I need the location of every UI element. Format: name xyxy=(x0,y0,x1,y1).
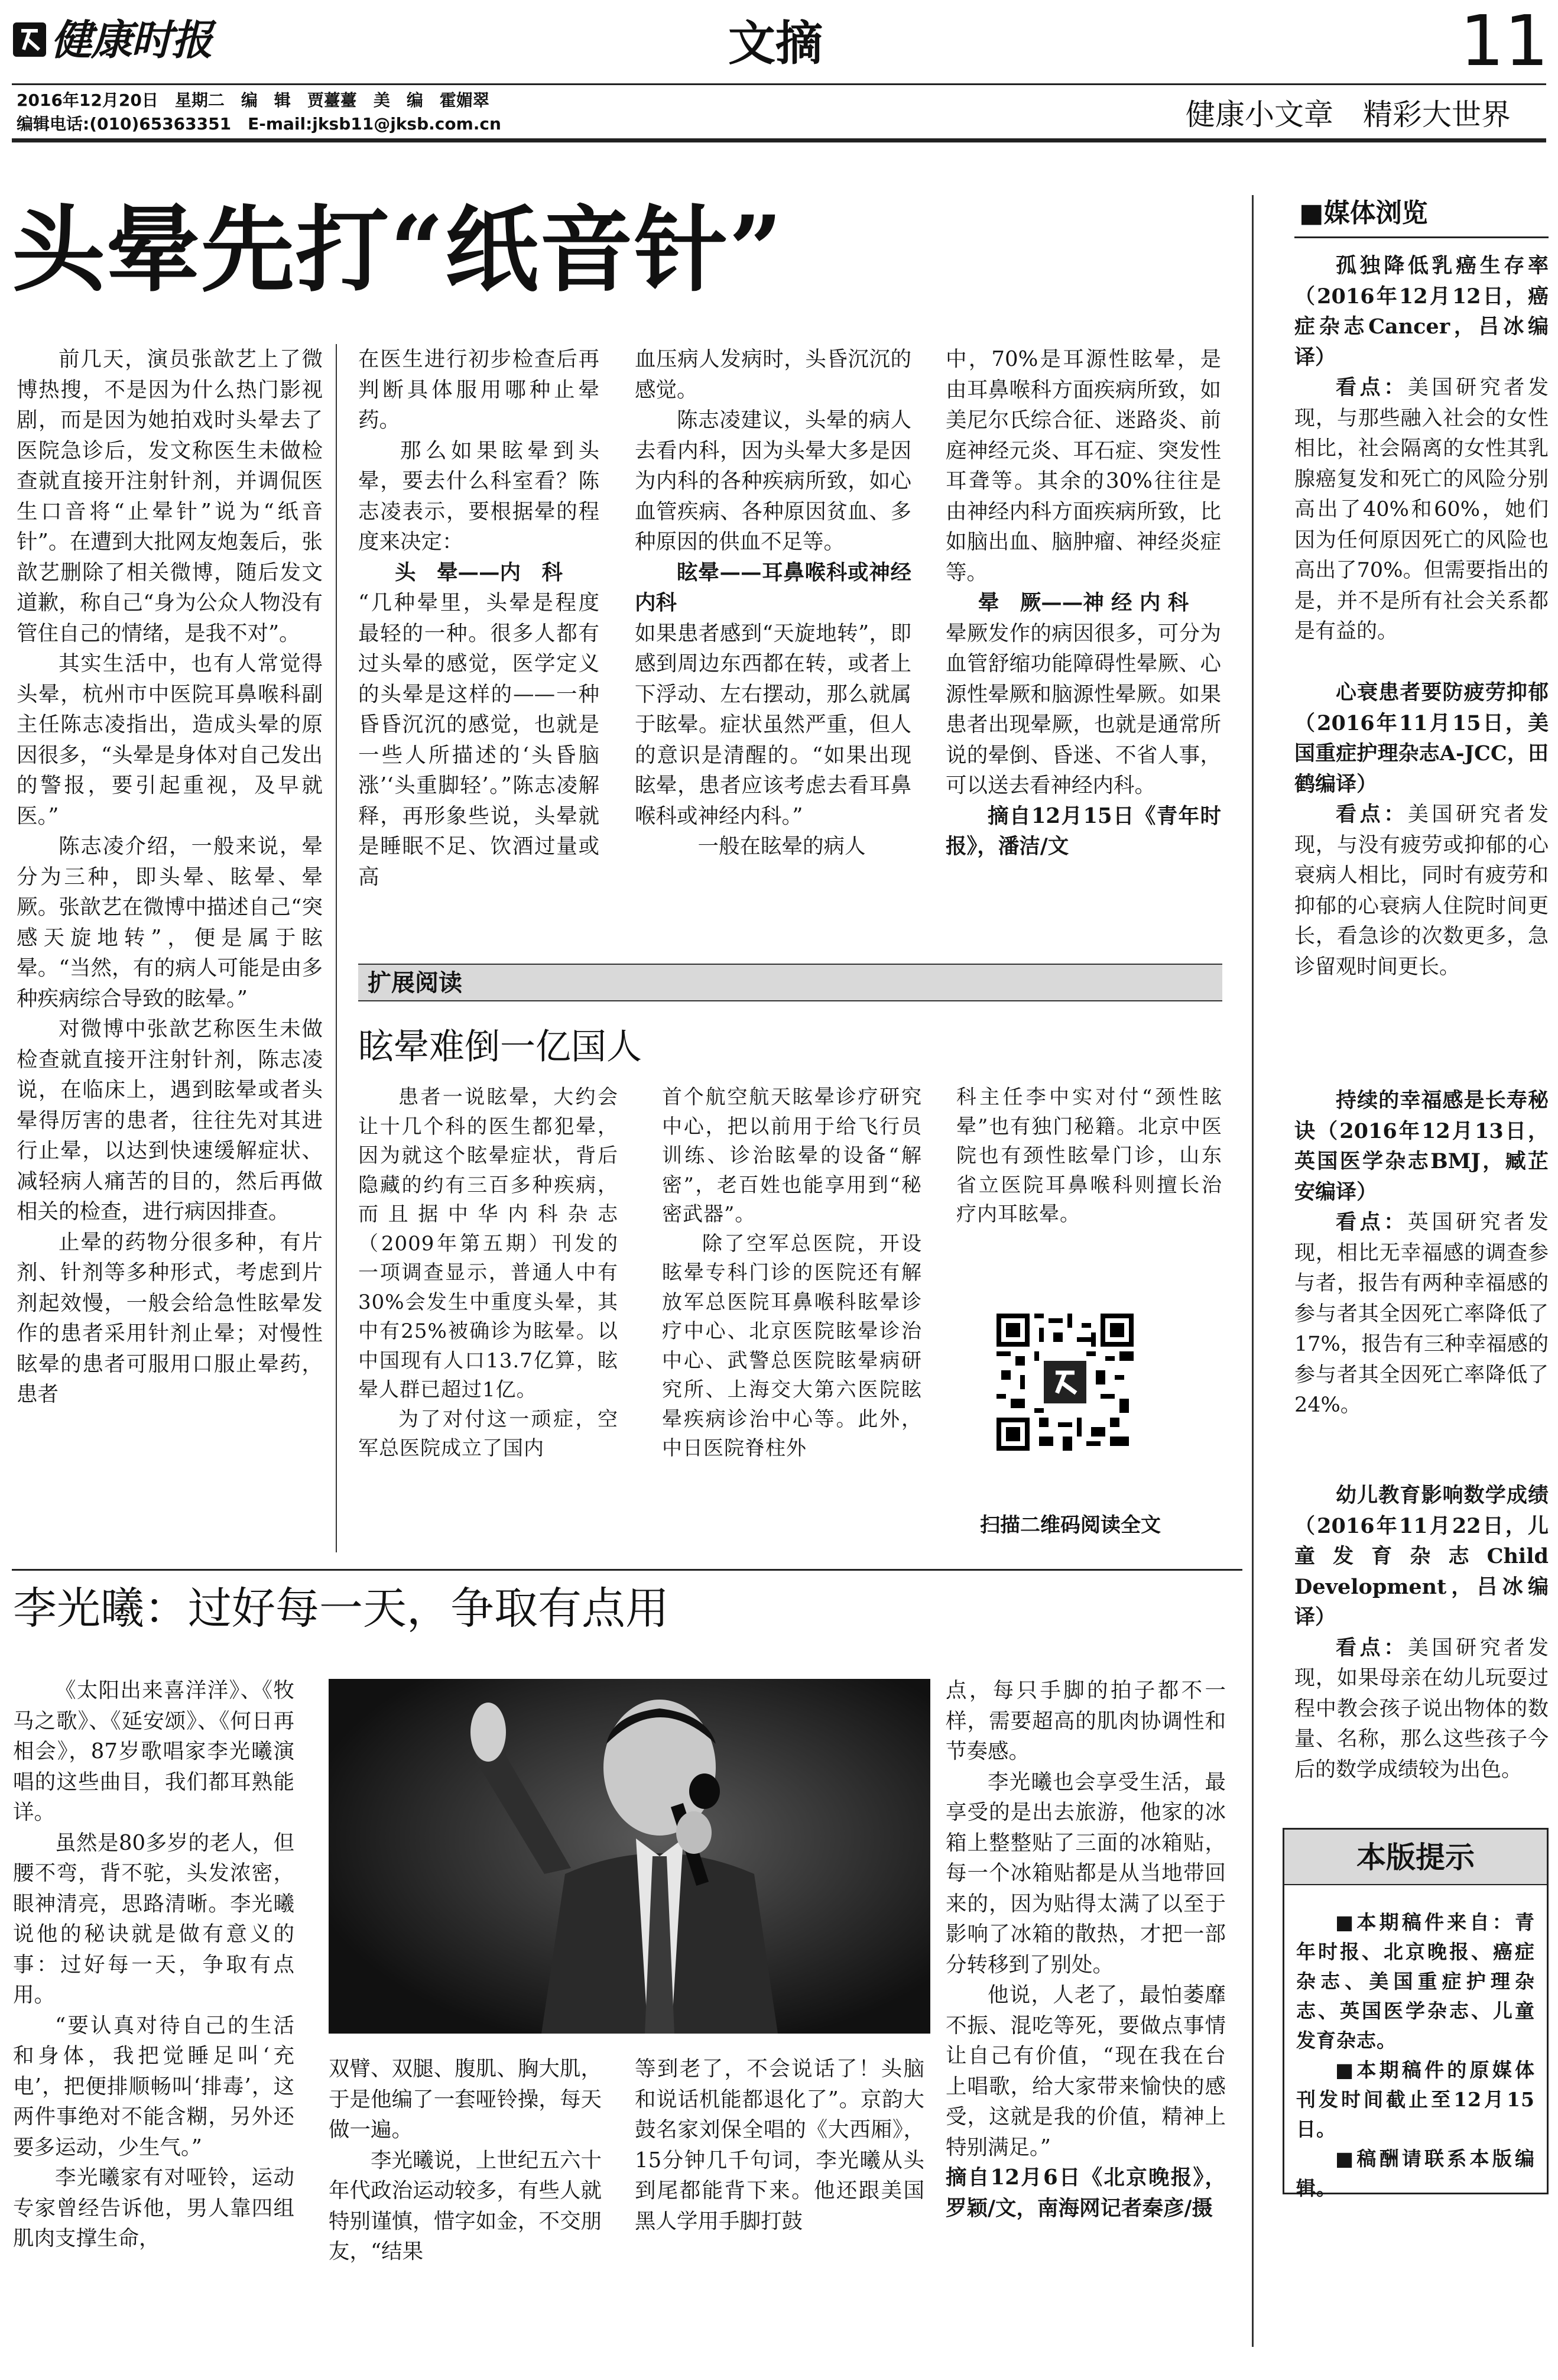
extended-reading-bar xyxy=(358,964,1222,1001)
source-credit: 摘自12月6日《北京晚报》，罗颖/文，南海网记者秦彦/摄 xyxy=(946,2165,1226,2220)
masthead-rule-thick xyxy=(12,138,1546,142)
logo-icon xyxy=(13,22,46,57)
highlight-label: 看点： xyxy=(1336,375,1408,400)
paragraph: 在医生进行初步检查后再判断具体服用哪种止晕药。 xyxy=(358,347,599,432)
paragraph: 点，每只手脚的拍子都不一样，需要超高的肌肉协调性和节奏感。 xyxy=(946,1678,1226,1763)
paragraph: 中，70%是耳源性眩晕，是由耳鼻喉科方面疾病所致，如美尼尔氏综合征、迷路炎、前庭神经元炎、耳石症、突发性耳聋等。其余的30%往往是由神经内科方面疾病所致，比如脑出血、脑肿瘤、神经炎症等。 xyxy=(946,347,1221,585)
sidebar-item-text: 美国研究者发现，与没有疲劳或抑郁的心衰病人相比，同时有疲劳和抑郁的心衰病人住院时间更长，看急诊的次数更多，急诊留观时间更长。 xyxy=(1294,803,1549,979)
extended-col3 xyxy=(956,1083,1222,1230)
paragraph: 如果患者感到“天旋地转”，即感到周边东西都在转，或者上下浮动、左右摆动，那么就属于眩晕。症状虽然严重，但人的意识是清醒的。“如果出现眩晕，患者应该考虑去看耳鼻喉科或神经内科。” xyxy=(635,621,911,828)
logo-text: 健康时报 xyxy=(51,15,212,64)
slogan: 健康小文章 精彩大世界 xyxy=(1186,98,1511,132)
article2-col4 xyxy=(946,1675,1226,2223)
singer-photo xyxy=(329,1679,930,2034)
subhead-syncope: 晕 厥——神 经 内 科 xyxy=(978,591,1189,615)
sidebar-item-head: 孤独降低乳癌生存率（2016年12月12日，癌症杂志Cancer，吕冰编译） xyxy=(1294,254,1549,369)
paragraph: 除了空军总医院，开设眩晕专科门诊的医院还有解放军总医院耳鼻喉科眩晕诊疗中心、北京医院眩晕诊治中心、武警总医院眩晕病研究所、上海交大第六医院眩晕疾病诊治中心等。此外，中日医院脊柱外 xyxy=(662,1231,922,1460)
sidebar-item-body xyxy=(1294,372,1549,647)
sidebar-title-rule xyxy=(1294,236,1549,238)
paragraph: 血压病人发病时，头昏沉沉的感觉。 xyxy=(635,347,911,402)
notice-item: ■稿酬请联系本版编辑。 xyxy=(1296,2147,1535,2200)
article2-col3 xyxy=(635,2054,924,2236)
sidebar-item-text: 美国研究者发现，如果母亲在幼儿玩耍过程中教会孩子说出物体的数量、名称，那么这些孩子今后的数学成绩较为出色。 xyxy=(1294,1636,1549,1782)
paragraph: “几种晕里，头晕是程度最轻的一种。很多人都有过头晕的感觉，医学定义的头晕是这样的——一种昏昏沉沉的感觉，也就是一些人所描述的‘头昏脑涨’‘头重脚轻’。”陈志凌解释，再形象些说，头晕就是睡眠不足、饮酒过量或高 xyxy=(358,591,599,889)
sidebar-item-text: 英国研究者发现，相比无幸福感的调查参与者，报告有两种幸福感的参与者其全因死亡率降低了17%，报告有三种幸福感的参与者其全因死亡率降低了24%。 xyxy=(1294,1211,1549,1417)
paragraph: 双臂、双腿、腹肌、胸大肌，于是他编了一套哑铃操，每天做一遍。 xyxy=(329,2057,602,2142)
sidebar-rule xyxy=(1252,195,1254,2347)
sidebar-item-head: 幼儿教育影响数学成绩（2016年11月22日，儿童发育杂志Child Development，吕冰编译） xyxy=(1294,1483,1549,1629)
notice-title-box xyxy=(1284,1830,1547,1885)
extended-reading-label: 扩展阅读 xyxy=(368,969,462,997)
info-line-1: 2016年12月20日 星期二 编 辑 贾薹薹 美 编 霍媚翠 xyxy=(17,90,489,110)
paragraph: 陈志凌介绍，一般来说，晕分为三种，即头晕、眩晕、晕厥。张歆艺在微博中描述自己“突感天旋地转”，便是属于眩晕。“当然，有的病人可能是由多种疾病综合导致的眩晕。” xyxy=(17,834,323,1011)
extended-headline: 眩晕难倒一亿国人 xyxy=(358,1026,642,1068)
paragraph: 那么如果眩晕到头晕，要去什么科室看？陈志凌表示，要根据晕的程度来决定： xyxy=(358,438,599,554)
sidebar-item xyxy=(1294,251,1549,647)
article1-col2 xyxy=(358,344,599,892)
column-rule xyxy=(336,344,337,1552)
extended-col1 xyxy=(358,1083,618,1464)
highlight-label: 看点： xyxy=(1336,1635,1408,1660)
paragraph: 李光曦也会享受生活，最享受的是出去旅游，他家的冰箱上整整贴了三面的冰箱贴，每一个冰箱贴都是从当地带回来的，因为贴得太满了以至于影响了冰箱的散热，才把一部分转移到了别处。 xyxy=(946,1769,1226,1977)
info-line-2: 编辑电话:(010)65363351 E-mail:jksb11@jksb.com.cn xyxy=(17,114,501,134)
highlight-label: 看点： xyxy=(1336,802,1408,826)
masthead-rule xyxy=(12,83,1546,85)
qr-code[interactable] xyxy=(997,1314,1134,1451)
paragraph: 《太阳出来喜洋洋》、《牧马之歌》、《延安颂》、《何日再相会》，87岁歌唱家李光曦演唱的这些曲目，我们都耳熟能详。 xyxy=(13,1678,294,1824)
sidebar-item-head: 心衰患者要防疲劳抑郁（2016年11月15日，美国重症护理杂志A-JCC，田鹤编译） xyxy=(1294,680,1549,796)
paragraph: 晕厥发作的病因很多，可分为血管舒缩功能障碍性晕厥、心源性晕厥和脑源性晕厥。如果患者出现晕厥，也就是通常所说的晕倒、昏迷、不省人事，可以送去看神经内科。 xyxy=(946,621,1221,797)
paragraph: 对微博中张歆艺称医生未做检查就直接开注射针剂，陈志凌说，在临床上，遇到眩晕或者头晕得厉害的患者，往往先对其进行止晕，以达到快速缓解症状、减轻病人痛苦的目的，然后再做相关的检查，进行病因排查。 xyxy=(17,1017,323,1224)
article2-col1 xyxy=(13,1675,294,2254)
sidebar-item xyxy=(1294,677,1549,983)
notice-item: ■本期稿件来自：青年时报、北京晚报、癌症杂志、美国重症护理杂志、英国医学杂志、儿童发育杂志。 xyxy=(1296,1911,1535,2052)
article2-col2 xyxy=(329,2054,602,2267)
paragraph: 首个航空航天眩晕诊疗研究中心，把以前用于给飞行员训练、诊治眩晕的设备“解密”，老百姓也能享用到“秘密武器”。 xyxy=(662,1085,922,1226)
sidebar-item-body xyxy=(1294,1633,1549,1786)
paragraph: 止晕的药物分很多种，有片剂、针剂等多种形式，考虑到片剂起效慢，一般会给急性眩晕发作的患者采用针剂止晕；对慢性眩晕的患者可服用口服止晕药，患者 xyxy=(17,1230,323,1406)
notice-body xyxy=(1296,1908,1535,2203)
qr-caption: 扫描二维码阅读全文 xyxy=(980,1513,1161,1537)
sidebar-item xyxy=(1294,1480,1549,1785)
notice-item: ■本期稿件的原媒体刊发时间截止至12月15日。 xyxy=(1296,2058,1535,2141)
paragraph: 一般在眩晕的病人 xyxy=(697,834,866,858)
notice-title: 本版提示 xyxy=(1356,1840,1475,1875)
article1-col3 xyxy=(635,344,911,862)
paragraph: 等到老了，不会说话了！头脑和说话机能都退化了”。京韵大鼓名家刘保全唱的《大西厢》，15分钟几千句词，李光曦从头到尾都能背下来。他还跟美国黑人学用手脚打鼓 xyxy=(635,2057,924,2233)
section-title: 文摘 xyxy=(728,15,823,71)
article1-headline: 头晕先打“纸音针” xyxy=(12,196,784,305)
paragraph: 他说，人老了，最怕萎靡不振、混吃等死，要做点事情让自己有价值，“现在我在台上唱歌，给大家带来愉快的感受，这就是我的价值，精神上特别满足。” xyxy=(946,1983,1226,2159)
extended-col2 xyxy=(662,1083,922,1464)
article2-headline: 李光曦：过好每一天，争取有点用 xyxy=(13,1583,669,1634)
section-divider xyxy=(12,1569,1242,1571)
article1-col1 xyxy=(17,344,323,1410)
highlight-label: 看点： xyxy=(1336,1210,1408,1234)
paragraph: 前几天，演员张歆艺上了微博热搜，不是因为什么热门影视剧，而是因为她拍戏时头晕去了医院急诊后，发文称医生未做检查就直接开注射针剂，并调侃医生口音将“止晕针”说为“纸音针”。在遭到大批网友炮轰后，张歆艺删除了相关微博，随后发文道歉，称自己“身为公众人物没有管住自己的情绪，是我不对”。 xyxy=(17,347,323,646)
paragraph: 为了对付这一顽症，空军总医院成立了国内 xyxy=(358,1407,618,1460)
paragraph: “要认真对待自己的生活和身体，我把觉睡足叫‘充电’，把便排顺畅叫‘排毒’，这两件事绝对不能含糊，另外还要多运动，少生气。” xyxy=(13,2013,294,2159)
notice-box xyxy=(1283,1828,1549,2200)
paragraph: 患者一说眩晕，大约会让十几个科的医生都犯晕，因为就这个眩晕症状，背后隐藏的约有三百多种疾病，而且据中华内科杂志（2009年第五期）刊发的一项调查显示，普通人中有30%会发生中重度头晕，其中有25%被确诊为眩晕。以中国现有人口13.7亿算，眩晕人群已超过1亿。 xyxy=(358,1085,618,1402)
subhead-vertigo: 眩晕——耳鼻喉科或神经内科 xyxy=(635,560,911,615)
sidebar-item xyxy=(1294,1085,1549,1421)
page-number: 11 xyxy=(1460,0,1549,82)
sidebar-item-body xyxy=(1294,799,1549,983)
sidebar-item-head: 持续的幸福感是长寿秘诀（2016年12月13日，英国医学杂志BMJ，臧芷安编译） xyxy=(1294,1088,1549,1204)
subhead-dizziness: 头 晕——内 科 xyxy=(394,560,563,585)
sidebar-item-body xyxy=(1294,1207,1549,1421)
paragraph: 虽然是80多岁的老人，但腰不弯，背不驼，头发浓密，眼神清亮，思路清晰。李光曦说他的秘诀就是做有意义的事：过好每一天，争取有点用。 xyxy=(13,1830,294,2007)
paragraph: 陈志凌建议，头晕的病人去看内科，因为头晕大多是因为内科的各种疾病所致，如心血管疾病、各种原因贫血、多种原因的供血不足等。 xyxy=(635,408,911,554)
paragraph: 李光曦家有对哑铃，运动专家曾经告诉他，男人靠四组肌肉支撑生命， xyxy=(13,2165,294,2251)
sidebar-title: ■媒体浏览 xyxy=(1299,198,1428,228)
source-credit: 摘自12月15日《青年时报》，潘洁/文 xyxy=(946,803,1221,858)
paragraph: 科主任李中实对付“颈性眩晕”也有独门秘籍。北京中医院也有颈性眩晕门诊，山东省立医院耳鼻喉科则擅长治疗内耳眩晕。 xyxy=(956,1085,1222,1226)
paragraph: 李光曦说，上世纪五六十年代政治运动较多，有些人就特别谨慎，惜字如金，不交朋友，“结果 xyxy=(329,2148,602,2264)
paragraph: 其实生活中，也有人常觉得头晕，杭州市中医院耳鼻喉科副主任陈志凌指出，造成头晕的原因很多，“头晕是身体对自己发出的警报，要引起重视，及早就医。” xyxy=(17,651,323,828)
sidebar-item-text: 美国研究者发现，与那些融入社会的女性相比，社会隔离的女性其乳腺癌复发和死亡的风险分别高出了40%和60%，她们因为任何原因死亡的风险也高出了70%。但需要指出的是，并不是所有社会关系都是有益的。 xyxy=(1294,376,1549,643)
article1-col4 xyxy=(946,344,1221,862)
